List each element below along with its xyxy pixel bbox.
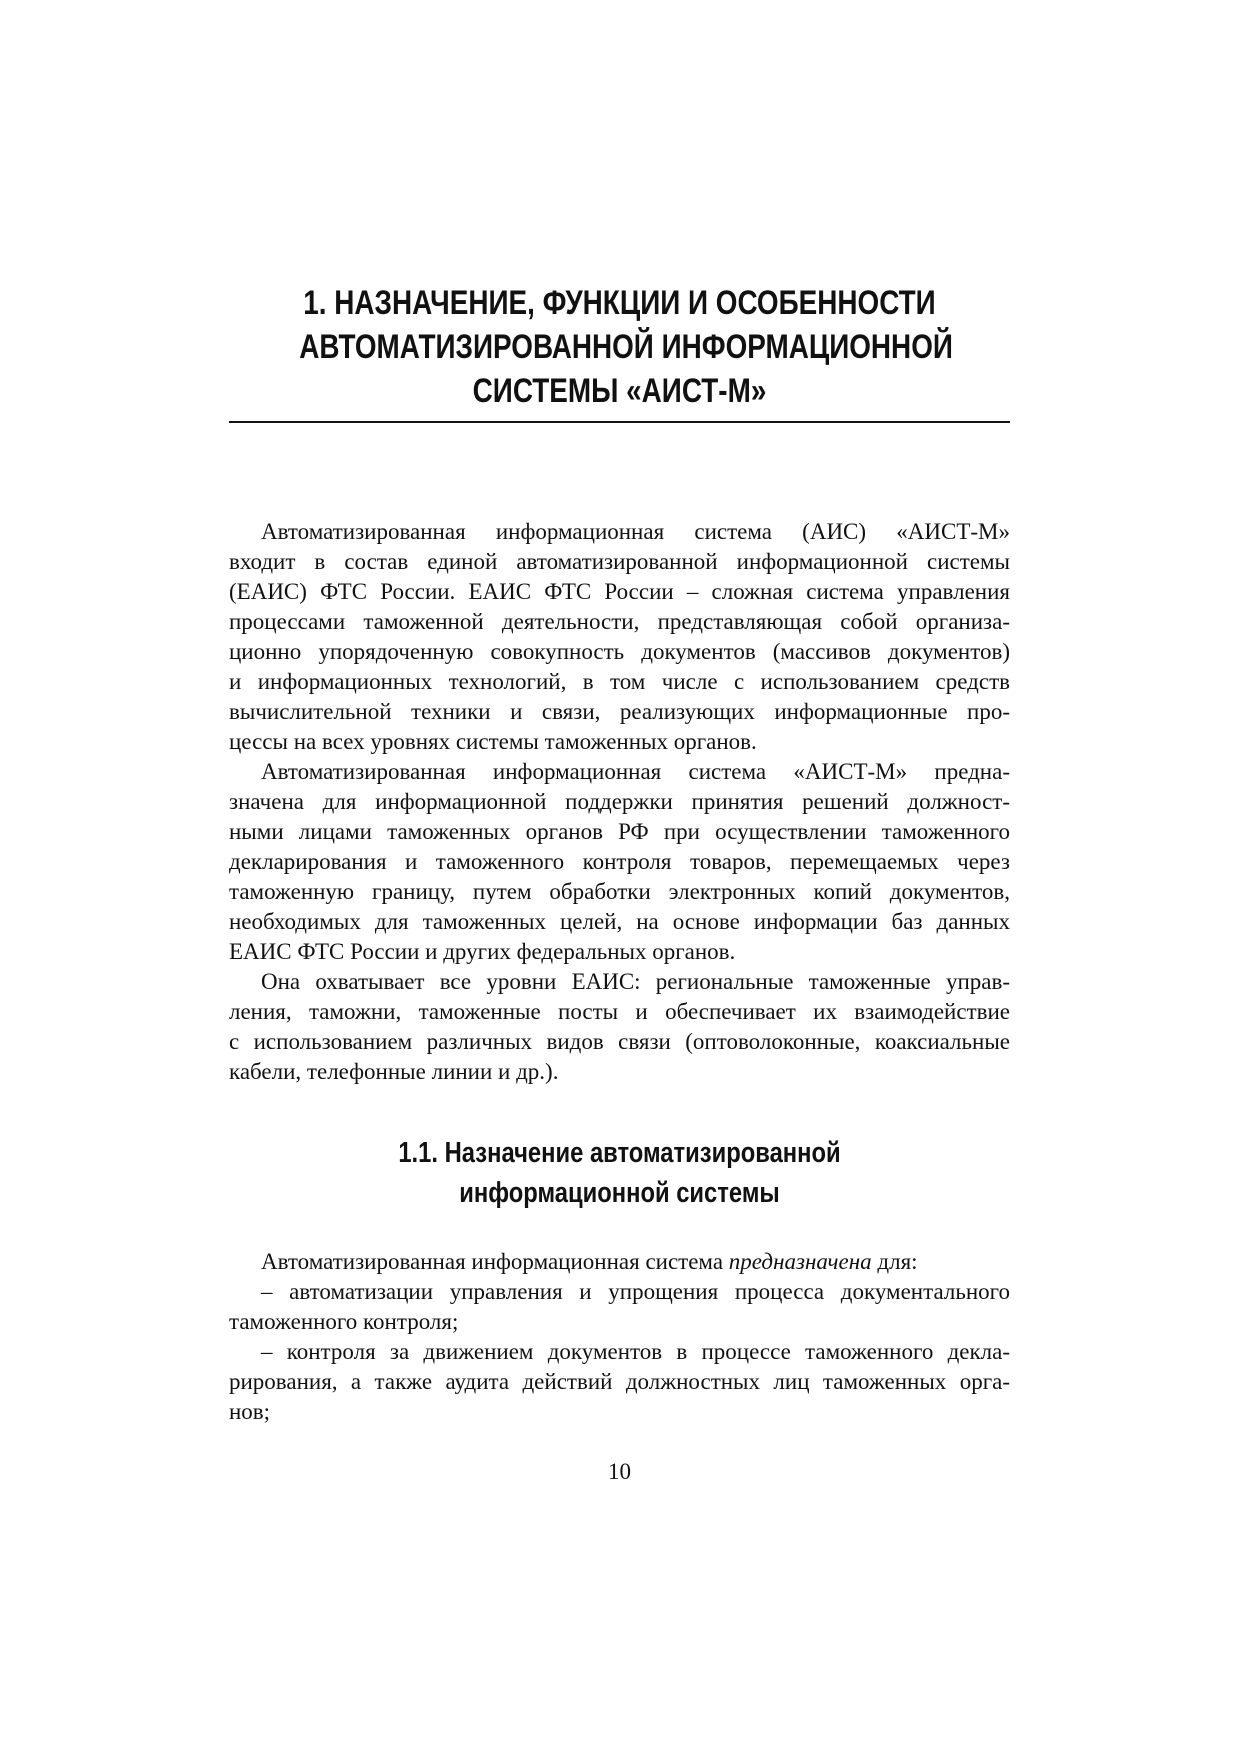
text-line: входит в состав единой автоматизированной информационной системы [229, 549, 1010, 574]
title-divider [229, 421, 1010, 423]
text-line: вычислительной техники и связи, реализующих информационные про- [229, 699, 1010, 724]
text-line: и информационных технологий, в том числе с использованием средств [229, 669, 1010, 694]
chapter-title-line: 1. НАЗНАЧЕНИЕ, ФУНКЦИИ И ОСОБЕННОСТИ [303, 284, 936, 322]
text-line: значена для информационной поддержки принятия решений должност- [229, 789, 1010, 814]
text-line: (ЕАИС) ФТС России. ЕАИС ФТС России – сложная система управления [229, 579, 1010, 604]
section-title-line: 1.1. Назначение автоматизированной [398, 1137, 841, 1169]
list-item-line: – контроля за движением документов в процессе таможенного декла- [261, 1339, 1010, 1364]
list-item-line: – автоматизации управления и упрощения процесса документального [261, 1279, 1010, 1304]
chapter-title-line: АВТОМАТИЗИРОВАННОЙ ИНФОРМАЦИОННОЙ [299, 328, 953, 366]
text-line: необходимых для таможенных целей, на основе информации баз данных [229, 909, 1010, 934]
chapter-title [299, 281, 953, 413]
lead-line [229, 1247, 1010, 1277]
text-line: с использованием различных видов связи (оптоволоконные, коаксиальные [229, 1029, 1010, 1054]
text-line: цессы на всех уровнях системы таможенных органов. [229, 729, 757, 754]
text-line: ционно упорядоченную совокупность документов (массивов документов) [229, 639, 1010, 664]
lead-italic: предназначена [728, 1249, 872, 1274]
text-line: таможенную границу, путем обработки электронных копий документов, [229, 879, 1010, 904]
intro-paragraph-2 [229, 757, 1010, 967]
chapter-title-line: СИСТЕМЫ «АИСТ-М» [472, 372, 767, 410]
text-line: ными лицами таможенных органов РФ при осуществлении таможенного [229, 819, 1010, 844]
intro-paragraph-3 [229, 967, 1010, 1087]
text-line: ления, таможни, таможенные посты и обеспечивает их взаимодействие [229, 999, 1010, 1024]
intro-paragraph-1 [229, 517, 1010, 757]
text-line: декларирования и таможенного контроля товаров, перемещаемых через [229, 849, 1010, 874]
text-line: ЕАИС ФТС России и других федеральных органов. [229, 939, 736, 964]
lead-text: Автоматизированная информационная система [261, 1249, 729, 1274]
list-item-line: таможенного контроля; [229, 1309, 459, 1334]
page-number: 10 [608, 1459, 631, 1484]
text-line: процессами таможенной деятельности, представляющая собой организа- [229, 609, 1010, 634]
section-title-line: информационной системы [459, 1177, 780, 1209]
section-body [229, 1247, 1010, 1427]
text-line: Автоматизированная информационная система (АИС) «АИСТ-М» [261, 519, 1010, 544]
list-item-line: нов; [229, 1399, 271, 1424]
lead-tail: для: [871, 1249, 918, 1274]
text-line: Автоматизированная информационная система «АИСТ-М» предна- [261, 759, 1010, 784]
text-line: Она охватывает все уровни ЕАИС: региональные таможенные управ- [261, 969, 1010, 994]
section-title [299, 1133, 939, 1213]
list-item-line: рирования, а также аудита действий должностных лиц таможенных орга- [229, 1369, 1010, 1394]
text-line: кабели, телефонные линии и др.). [229, 1059, 559, 1084]
